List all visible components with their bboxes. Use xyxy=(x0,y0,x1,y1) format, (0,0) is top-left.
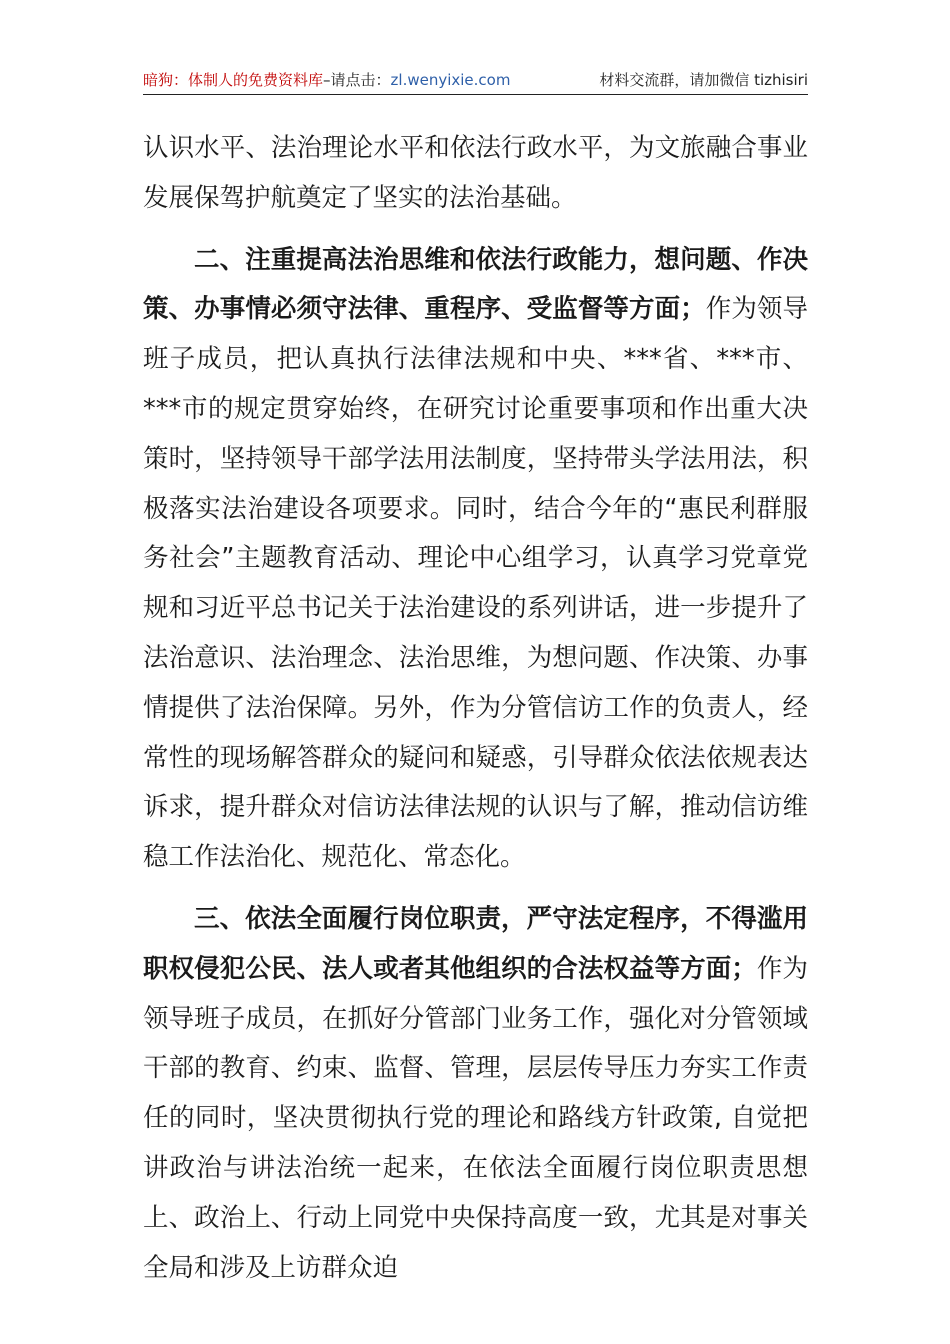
header-url-link[interactable]: zl.wenyixie.com xyxy=(390,71,511,89)
paragraph-1 xyxy=(143,124,808,224)
document-body xyxy=(143,124,808,1293)
paragraph-2 xyxy=(143,236,808,883)
section-3-heading: 三、依法全面履行岗位职责，严守法定程序，不得滥用职权侵犯公民、法人或者其他组织的合法权益等方面； xyxy=(143,903,808,984)
paragraph-3-text: 作为领导班子成员，在抓好分管部门业务工作，强化对分管领域干部的教育、约束、监督、管理，层层传导压力夯实工作责任的同时，坚决贯彻执行党的理论和路线方针政策, 自觉把讲政治与讲法治统一起来，在依法全面履行岗位职责思想上、政治上、行动上同党中央保持高度一致，尤其是对事关全局和涉及上访群众迫 xyxy=(143,953,808,1283)
paragraph-2-text: 作为领导班子成员，把认真执行法律法规和中央、***省、***市、***市的规定贯穿始终，在研究讨论重要事项和作出重大决策时，坚持领导干部学法用法制度，坚持带头学法用法，积极落实法治建设各项要求。同时，结合今年的“惠民利群服务社会”主题教育活动、理论中心组学习，认真学习党章党规和习近平总书记关于法治建设的系列讲话，进一步提升了法治意识、法治理念、法治思维，为想问题、作决策、办事情提供了法治保障。另外，作为分管信访工作的负责人，经常性的现场解答群众的疑问和疑惑，引导群众依法依规表达诉求，提升群众对信访法律法规的认识与了解，推动信访维稳工作法治化、规范化、常态化。 xyxy=(143,294,808,873)
header-prompt: –请点击： xyxy=(323,71,391,89)
header-site-name: 暗狗：体制人的免费资料库 xyxy=(143,71,324,89)
paragraph-3 xyxy=(143,895,808,1293)
section-2-heading: 二、注重提高法治思维和依法行政能力，想问题、作决策、办事情必须守法律、重程序、受监督等方面； xyxy=(143,244,808,325)
header-left xyxy=(143,66,510,94)
page-header xyxy=(143,66,808,95)
paragraph-1-text: 认识水平、法治理论水平和依法行政水平，为文旅融合事业发展保驾护航奠定了坚实的法治基础。 xyxy=(143,133,808,213)
header-wechat-note: 材料交流群，请加微信 tizhisiri xyxy=(599,71,808,89)
